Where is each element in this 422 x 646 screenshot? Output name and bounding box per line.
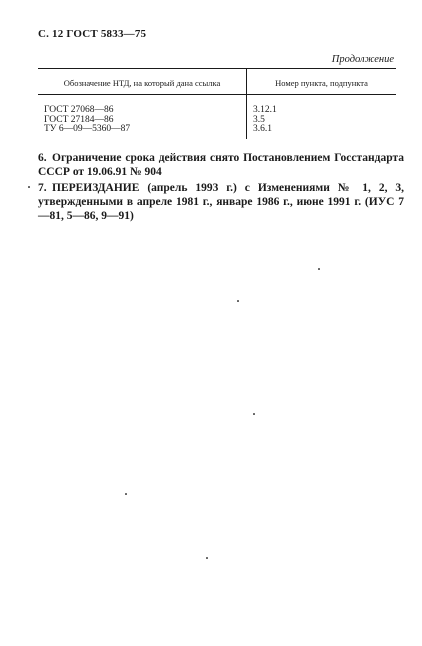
clause-text: Ограничение срока действия снято Постановлением Госстандарта СССР от 19.06.91 № 904 xyxy=(38,152,404,178)
clause-number: 7. xyxy=(38,182,47,194)
table-cell-document: ГОСТ 27184—86 xyxy=(38,116,247,126)
clause-number: 6. xyxy=(38,152,47,164)
table-cell-document: ТУ 6—09—5360—87 xyxy=(38,125,247,139)
table-cell-item: 3.12.1 xyxy=(253,105,277,115)
scan-speck xyxy=(318,268,320,270)
scan-speck xyxy=(206,557,208,559)
column-header-document: Обозначение НТД, на который дана ссылка xyxy=(38,69,247,95)
clause-text: ПЕРЕИЗДАНИЕ (апрель 1993 г.) с Изменениями № 1, 2, 3, утвержденными в апреле 1981 г., январе 1986 г., июне 1991 г. (ИУС 7—81, 5—86, 9—91) xyxy=(38,182,404,222)
table-header-row xyxy=(38,69,396,95)
table-row xyxy=(38,95,396,116)
table-row xyxy=(38,125,396,139)
scan-speck xyxy=(253,413,255,415)
table-cell-item: 3.5 xyxy=(253,114,265,125)
clause-7 xyxy=(38,181,404,223)
scan-speck xyxy=(237,300,239,302)
scan-speck xyxy=(125,493,127,495)
table-cell-document: ГОСТ 27068—86 xyxy=(38,95,247,116)
column-header-item: Номер пункта, подпункта xyxy=(275,78,368,88)
reference-table xyxy=(38,68,396,139)
table-cell-item: 3.6.1 xyxy=(253,124,272,134)
page-header: С. 12 ГОСТ 5833—75 xyxy=(38,28,147,40)
clause-6 xyxy=(38,151,404,179)
continuation-label: Продолжение xyxy=(331,54,394,65)
scan-speck xyxy=(28,186,30,188)
